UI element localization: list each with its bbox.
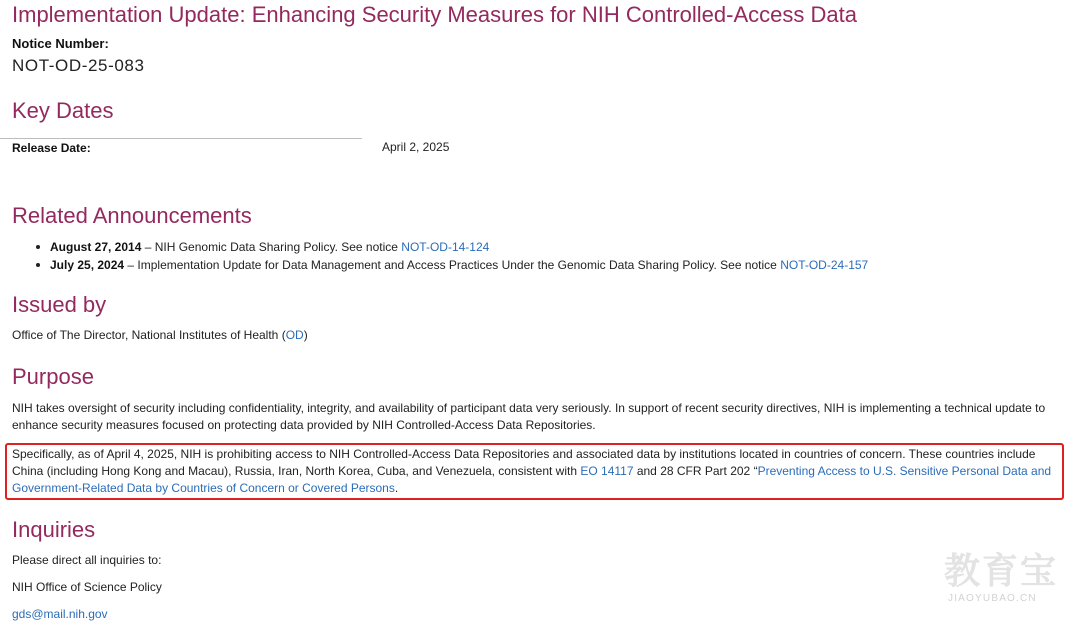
notice-number-value: NOT-OD-25-083 [12, 56, 145, 75]
notice-link-not-od-24-157[interactable]: NOT-OD-24-157 [780, 258, 869, 272]
issued-by-text [12, 328, 308, 342]
announcement-text: – Implementation Update for Data Management and Access Practices Under the Genomic Data Sharing Policy. See notice [124, 258, 781, 272]
eo-14117-link[interactable]: EO 14117 [580, 464, 634, 478]
preventing-access-link[interactable]: Preventing Access to U.S. Sensitive Personal Data and Government-Related Data by Countries of Concern or Covered Persons [12, 464, 1052, 495]
related-announcements-heading: Related Announcements [12, 203, 252, 228]
announcement-date: August 27, 2014 [50, 240, 142, 254]
issued-by-office: Office of The Director, National Institutes of Health ( [12, 328, 286, 342]
announcement-date: July 25, 2024 [50, 258, 125, 272]
watermark-logo [944, 553, 1064, 609]
list-item [12, 256, 868, 274]
list-item [12, 238, 868, 256]
notice-number-label: Notice Number: [12, 36, 109, 51]
purpose-paragraph-2-text: Specifically, as of April 4, 2025, NIH is prohibiting access to NIH Controlled-Access Data Repositories and associated data by institutions located in countries of concern. These countries include China (including Hong Kong and Macau), Russia, Iran, North Korea, Cuba, and Venezuela, consistent with [12, 447, 1036, 478]
watermark-chars: 教育宝 [944, 551, 1059, 592]
purpose-paragraph-2 [12, 446, 1058, 497]
key-dates-divider [0, 138, 362, 139]
inquiries-office: NIH Office of Science Policy [12, 580, 162, 594]
related-announcements-list [12, 238, 868, 274]
purpose-paragraph-2-end: . [394, 481, 399, 495]
page-title: Implementation Update: Enhancing Security Measures for NIH Controlled-Access Data [12, 2, 857, 27]
announcement-text: – NIH Genomic Data Sharing Policy. See notice [141, 240, 402, 254]
release-date-value: April 2, 2025 [382, 140, 450, 154]
key-dates-heading: Key Dates [12, 98, 114, 123]
inquiries-email-link[interactable]: gds@mail.nih.gov [12, 607, 108, 621]
notice-link-not-od-14-124[interactable]: NOT-OD-14-124 [401, 240, 490, 254]
purpose-paragraph-1: NIH takes oversight of security including confidentiality, integrity, and availability of participant data very seriously. In support of recent security directives, NIH is implementing a technical update to enhance security measures focused on protecting data provided by NIH Controlled-Access Data Repositories. [12, 401, 1046, 432]
purpose-heading: Purpose [12, 364, 94, 389]
inquiries-instruction: Please direct all inquiries to: [12, 553, 162, 567]
inquiries-heading: Inquiries [12, 517, 96, 542]
od-link[interactable]: OD [285, 328, 304, 342]
release-date-label: Release Date: [12, 141, 91, 155]
issued-by-heading: Issued by [12, 292, 107, 317]
purpose-paragraph-2-cfr: and 28 CFR Part 202 “ [633, 464, 758, 478]
issued-by-close-paren: ) [303, 328, 308, 342]
watermark-domain: JIAOYUBAO.CN [948, 593, 1037, 604]
